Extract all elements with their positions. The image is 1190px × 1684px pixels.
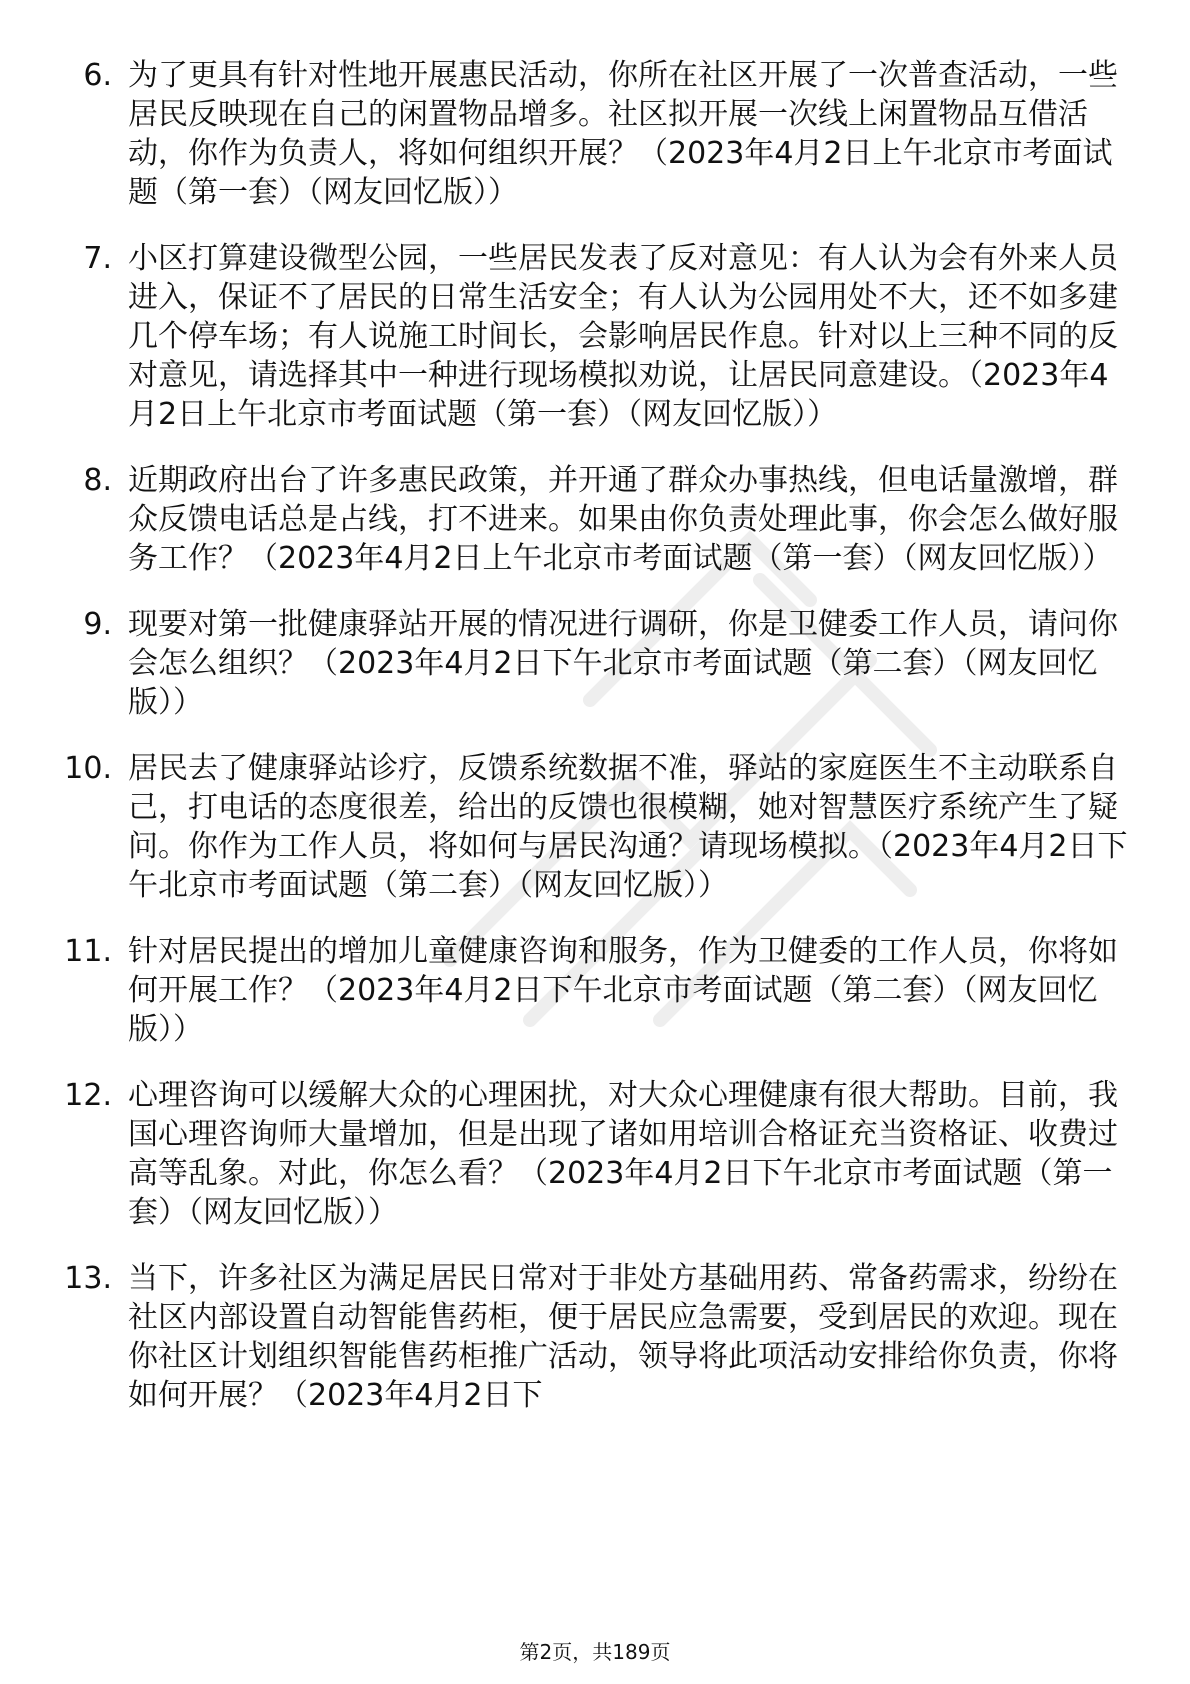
- question-number: 7.: [83, 241, 112, 276]
- question-text: 近期政府出台了许多惠民政策，并开通了群众办事热线，但电话量激增，群众反馈电话总是占线，打不进来。如果由你负责处理此事，你会怎么做好服务工作？（2023年4月2日上午北京市考面试题（第一套）（网友回忆版））: [128, 463, 1118, 576]
- page-number-footer: 第2页，共189页: [519, 1640, 671, 1664]
- question-number: 8.: [83, 463, 112, 498]
- question-text: 现要对第一批健康驿站开展的情况进行调研，你是卫健委工作人员，请问你会怎么组织？（2023年4月2日下午北京市考面试题（第二套）（网友回忆版））: [128, 607, 1118, 720]
- question-number: 9.: [83, 607, 112, 642]
- question-text: 针对居民提出的增加儿童健康咨询和服务，作为卫健委的工作人员，你将如何开展工作？（2023年4月2日下午北京市考面试题（第二套）（网友回忆版））: [128, 934, 1118, 1047]
- question-list: [0, 56, 1190, 1442]
- question-item-9: [0, 605, 1190, 722]
- question-item-6: [0, 56, 1190, 212]
- question-number: 6.: [83, 58, 112, 93]
- question-number: 12.: [64, 1078, 112, 1113]
- question-item-11: [0, 932, 1190, 1049]
- question-number: 13.: [64, 1261, 112, 1296]
- question-item-7: [0, 239, 1190, 434]
- question-number: 11.: [64, 934, 112, 969]
- question-text: 居民去了健康驿站诊疗，反馈系统数据不准，驿站的家庭医生不主动联系自己，打电话的态度很差，给出的反馈也很模糊，她对智慧医疗系统产生了疑问。你作为工作人员，将如何与居民沟通？请现场模拟。（2023年4月2日下午北京市考面试题（第二套）（网友回忆版））: [128, 751, 1128, 903]
- question-item-13: [0, 1259, 1190, 1415]
- question-item-10: [0, 749, 1190, 905]
- question-item-8: [0, 461, 1190, 578]
- question-text: 小区打算建设微型公园，一些居民发表了反对意见：有人认为会有外来人员进入，保证不了居民的日常生活安全；有人认为公园用处不大，还不如多建几个停车场；有人说施工时间长，会影响居民作息。针对以上三种不同的反对意见，请选择其中一种进行现场模拟劝说，让居民同意建设。（2023年4月2日上午北京市考面试题（第一套）（网友回忆版））: [128, 241, 1118, 432]
- question-text: 为了更具有针对性地开展惠民活动，你所在社区开展了一次普查活动，一些居民反映现在自己的闲置物品增多。社区拟开展一次线上闲置物品互借活动，你作为负责人，将如何组织开展？（2023年4月2日上午北京市考面试题（第一套）（网友回忆版））: [128, 58, 1118, 210]
- question-text: 当下，许多社区为满足居民日常对于非处方基础用药、常备药需求，纷纷在社区内部设置自动智能售药柜，便于居民应急需要，受到居民的欢迎。现在你社区计划组织智能售药柜推广活动，领导将此项活动安排给你负责，你将如何开展？（2023年4月2日下: [128, 1261, 1118, 1413]
- question-text: 心理咨询可以缓解大众的心理困扰，对大众心理健康有很大帮助。目前，我国心理咨询师大量增加，但是出现了诸如用培训合格证充当资格证、收费过高等乱象。对此，你怎么看？（2023年4月2日下午北京市考面试题（第一套）（网友回忆版））: [128, 1078, 1118, 1230]
- question-item-12: [0, 1076, 1190, 1232]
- question-number: 10.: [64, 751, 112, 786]
